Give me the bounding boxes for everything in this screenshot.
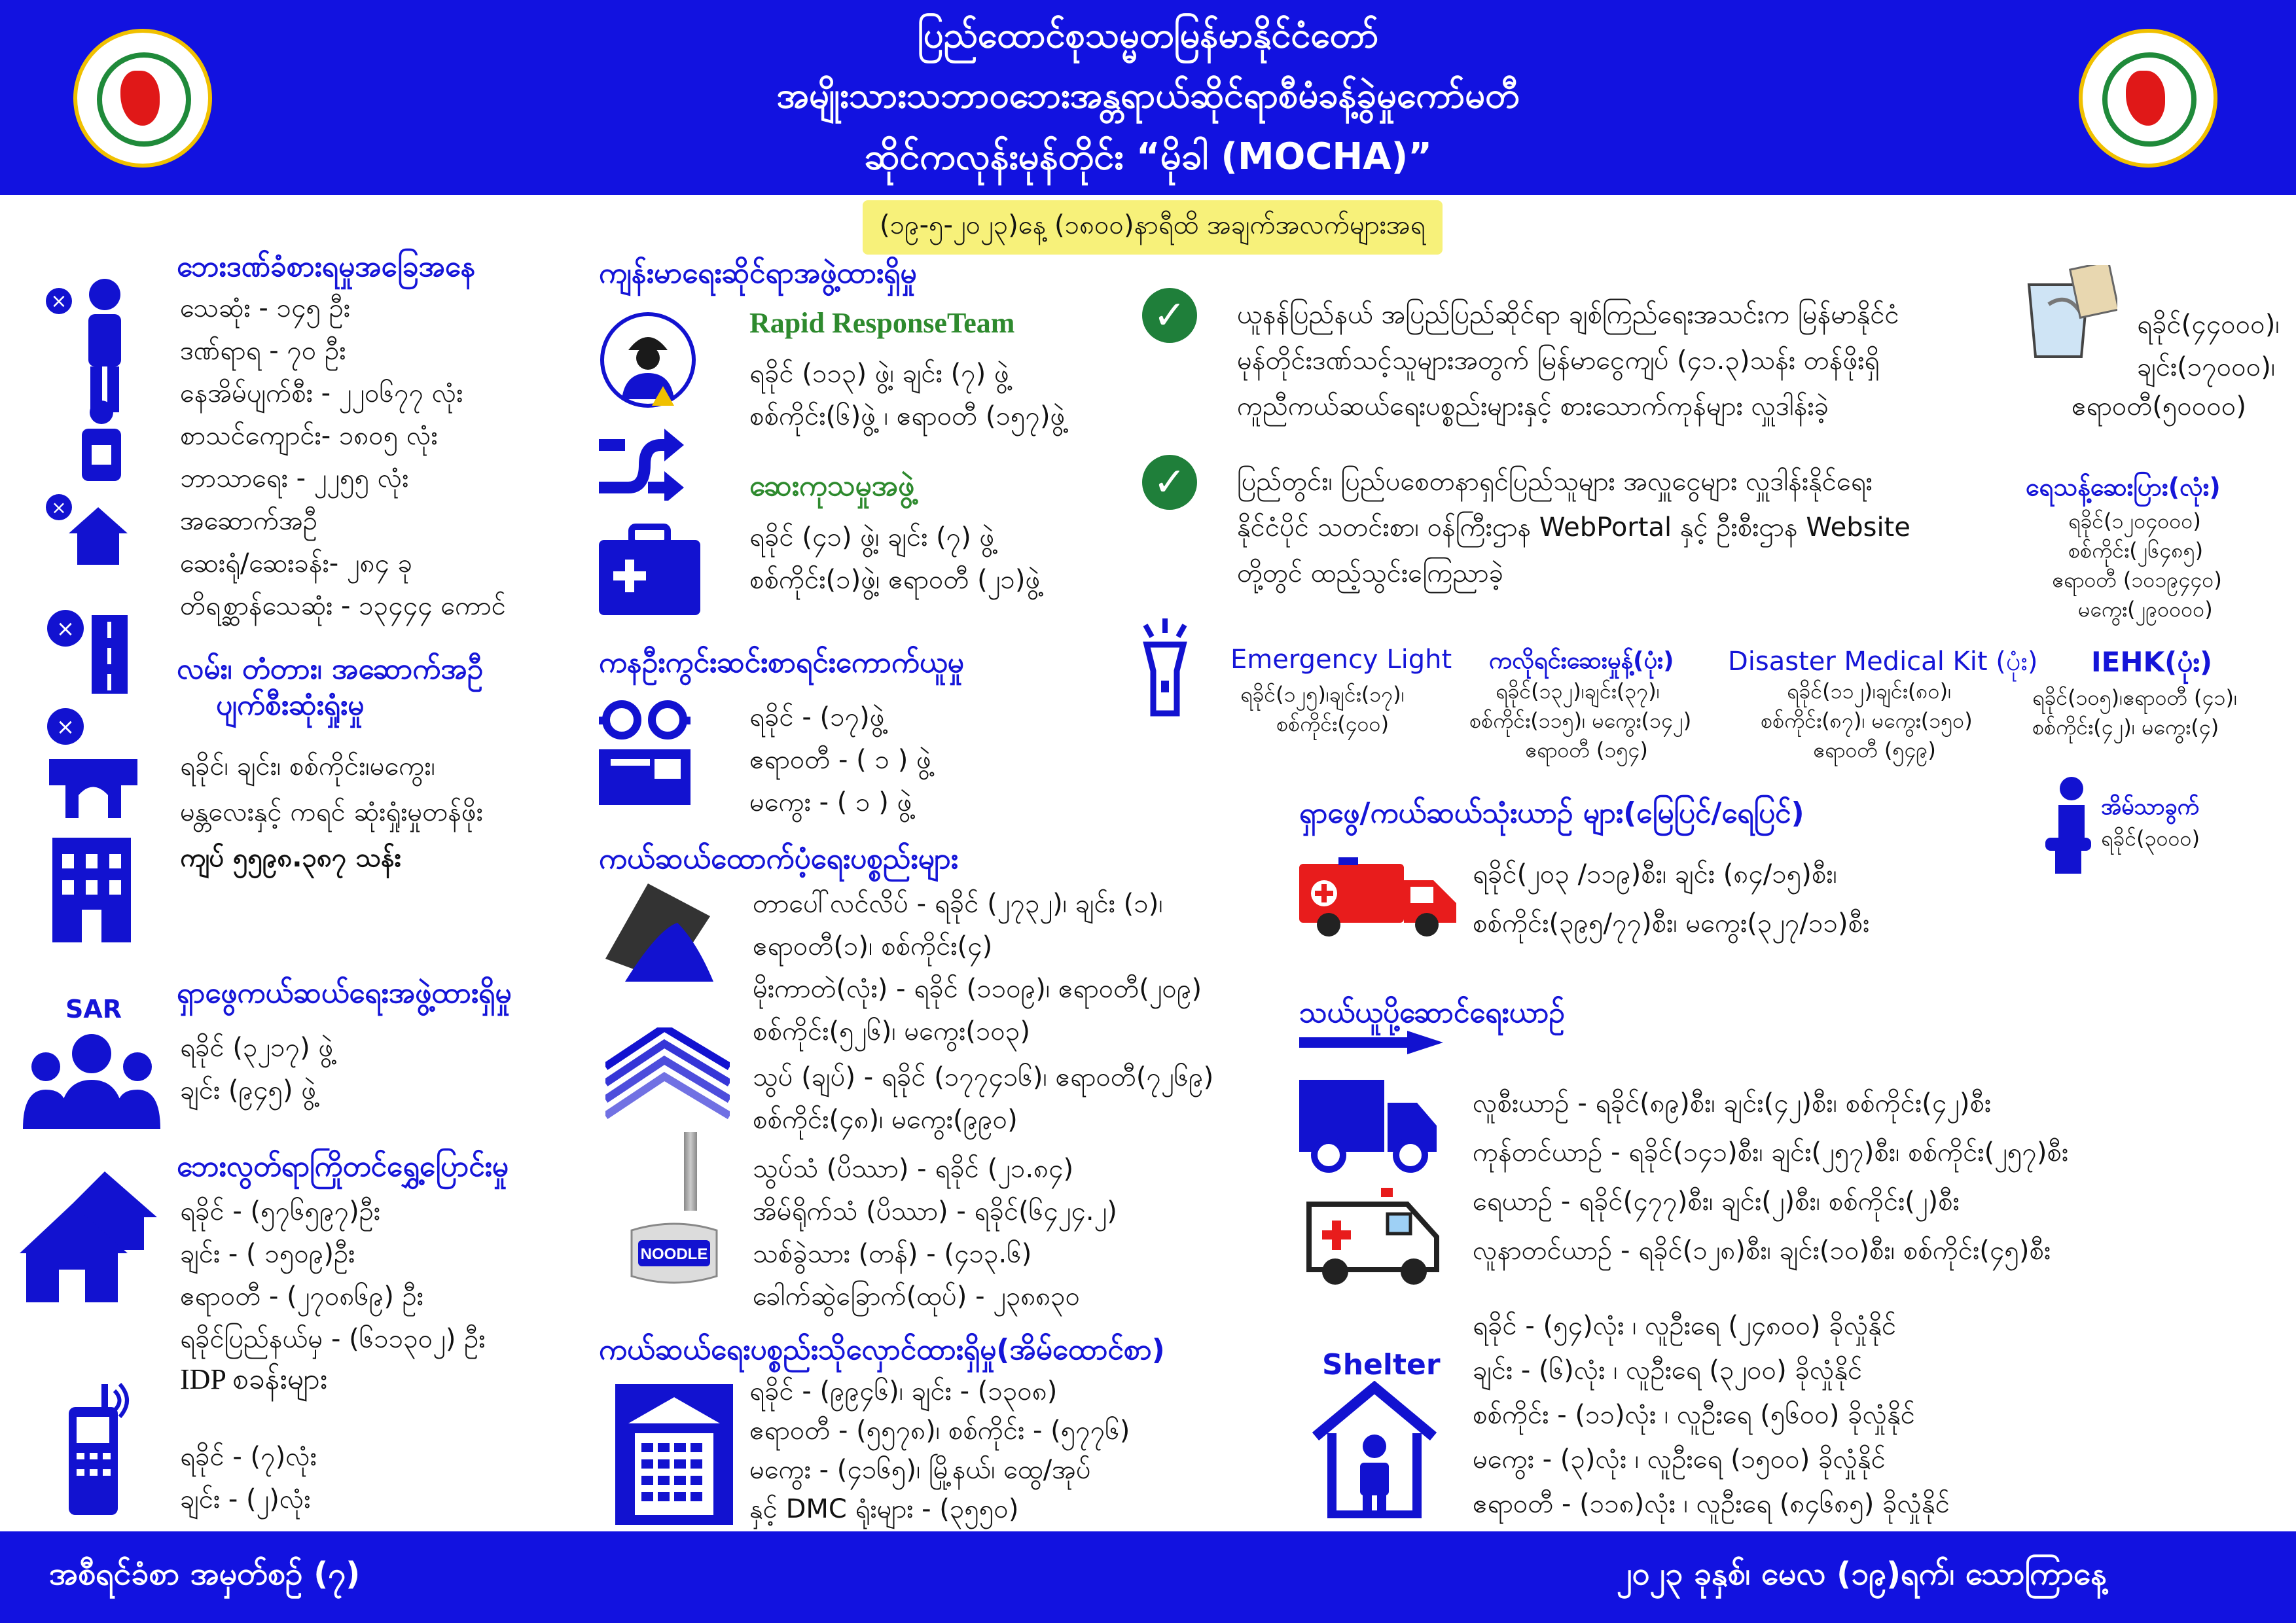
chlorine-line: စစ်ကိုင်း(၁၁၅)၊ မကွေး(၁၄၂): [1469, 708, 1692, 733]
warehouse-icon: [615, 1384, 733, 1525]
relief-heading: ကယ်ဆယ်ထောက်ပံ့ရေးပစ္စည်းများ: [599, 842, 958, 876]
chlorine-title: ကလိုရင်းဆေးမှုန့်(ပုံး): [1489, 647, 1674, 674]
ambulance-red-icon: [1299, 854, 1456, 939]
info-line: ယူနန်ပြည်နယ် အပြည်ပြည်ဆိုင်ရာ ချစ်ကြည်ရေးအသင်းက မြန်မာနိုင်ငံ: [1237, 300, 1899, 330]
evacuation-row: ဧရာဝတီ - (၂၇၀၈၆၉) ဦး: [180, 1281, 423, 1311]
relief-row: သွပ်သံ (ပိဿာ) - ရခိုင် (၂၁.၈၄): [753, 1154, 1074, 1184]
relief-row: စစ်ကိုင်း(၄၈)၊ မကွေး(၉၉၀): [753, 1105, 1018, 1135]
shelter-row: ရခိုင် - (၅၄)လုံး ၊ လူဦးရေ (၂၄၈၀၀) ခိုလှုံနိုင်: [1473, 1311, 1897, 1341]
svg-text:×: ×: [50, 290, 67, 313]
svg-text:×: ×: [56, 714, 75, 740]
info-line: မုန်တိုင်းဒဏ်သင့်သူများအတွက် မြန်မာငွေကျပ် (၄၁.၃)သန်း တန်ဖိုးရှိ: [1237, 346, 1880, 376]
damage-row: အဆောက်အဦ: [180, 506, 318, 536]
rescue-vehicles-line: ရခိုင်(၂၀၃ /၁၁၉)စီး၊ ချင်း (၈၄/၁၅)စီး၊: [1473, 859, 1837, 889]
responder-icon: [599, 311, 697, 409]
rrt-line: ရခိုင် (၁၁၃) ဖွဲ့၊ ချင်း (၇) ဖွဲ့: [749, 359, 1009, 389]
check-icon: ✓: [1142, 288, 1197, 343]
transport-row: ရေယာဉ် - ရခိုင်(၄၇၇)စီး၊ ချင်း(၂)စီး၊ စစ်ကိုင်း(၂)စီး: [1473, 1186, 1960, 1217]
relief-row: သွပ် (ချပ်) - ရခိုင် (၁၇၇၄၁၆)၊ ဧရာဝတီ(၇၂၆၉): [753, 1062, 1214, 1092]
medical-team-heading: ဆေးကုသမှုအဖွဲ့: [749, 469, 915, 503]
info-line: တို့တွင် ထည့်သွင်းကြေညာခဲ့: [1237, 558, 1504, 588]
ors-line: ရခိုင်(၄၄၀၀၀)၊: [2137, 310, 2280, 340]
shelter-label: Shelter: [1322, 1348, 1441, 1382]
phone-icon: [62, 1381, 134, 1518]
damage-row: တိရစ္ဆာန်သေဆုံး - ၁၃၄၄၄ ကောင်: [180, 591, 506, 621]
shelter-icon: [1309, 1381, 1440, 1518]
info-line: ပြည်တွင်း၊ ပြည်ပစေတနာရှင်ပြည်သူများ အလှူငွေများ လှူဒါန်းနိုင်ရေး: [1237, 467, 1873, 497]
water-purify-line: ရခိုင်(၁၂၀၄၀၀၀): [2068, 508, 2201, 533]
info-line: နိုင်ငံပိုင် သတင်းစာ၊ ဝန်ကြီးဌာန WebPortal နှင့် ဦးစီးဌာန Website: [1237, 512, 1910, 543]
water-purify-line: စစ်ကိုင်း(၂၆၄၈၅): [2068, 538, 2204, 563]
injured-icon: [65, 399, 131, 484]
iehk-line: စစ်ကိုင်း(၄၂)၊ မကွေး(၄): [2032, 715, 2219, 740]
shelter-row: ဧရာဝတီ - (၁၁၈)လုံး ၊ လူဦးရေ (၈၄၆၈၅) ခိုလှုံနိုင်: [1473, 1489, 1950, 1519]
damage-row: ဆေးရုံ/ဆေးခန်း- ၂၈၄ ခု: [180, 548, 413, 579]
noodle-icon: [625, 1217, 723, 1289]
relief-row: အိမ်ရိုက်သံ (ပိဿာ) - ရခိုင်(၆၄၂၄.၂): [753, 1196, 1117, 1226]
warehouse-row: နှင့် DMC ရုံးများ - (၃၅၅၀): [749, 1494, 1019, 1524]
survey-row: ဧရာဝတီ - ( ၁ ) ဖွဲ့: [749, 745, 931, 775]
tent-icon: [599, 883, 723, 988]
med-line: စစ်ကိုင်း(၁)ဖွဲ့၊ ဧရာဝတီ (၂၁)ဖွဲ့: [749, 565, 1041, 595]
damage-row: ဒဏ်ရာရ - ၇၀ ဦး: [180, 336, 346, 366]
evacuation-heading: ဘေးလွတ်ရာကြိုတင်ရွှေ့ပြောင်းမှု: [177, 1150, 509, 1183]
emergency-light-line: စစ်ကိုင်း(၄၀၀): [1276, 711, 1390, 736]
check-icon: ✓: [1142, 455, 1197, 510]
sar-line: ရခိုင် (၃၂၁၇) ဖွဲ့: [180, 1033, 334, 1063]
casualty-icon: [46, 275, 131, 419]
sar-line: ချင်း (၉၄၅) ဖွဲ့: [180, 1075, 317, 1105]
ambulance-icon: [1302, 1188, 1446, 1289]
toilet-heading: အိမ်သာခွက်: [2101, 794, 2199, 820]
med-line: ရခိုင် (၄၁) ဖွဲ့၊ ချင်း (၇) ဖွဲ့: [749, 522, 995, 552]
transport-row: ကုန်တင်ယာဉ် - ရခိုင်(၁၄၁)စီး၊ ချင်း(၂၅၇)စီး၊ စစ်ကိုင်း(၂၅၇)စီး: [1473, 1137, 2069, 1168]
chlorine-line: ဧရာဝတီ (၁၅၄): [1525, 738, 1648, 762]
toilet-icon: [2039, 776, 2098, 874]
rescue-team-icon: [20, 1031, 164, 1129]
rrt-line: စစ်ကိုင်း(၆)ဖွဲ့ ၊ ဧရာဝတီ (၁၅၇)ဖွဲ့: [749, 401, 1066, 431]
info-line: ကူညီကယ်ဆယ်ရေးပစ္စည်းများနှင့် စားသောက်ကုန်များ လှူဒါန်းခဲ့: [1237, 391, 1829, 421]
survey-row: မကွေး - ( ၁ ) ဖွဲ့: [749, 787, 912, 817]
emergency-light-title: Emergency Light: [1230, 645, 1452, 675]
warehouse-heading: ကယ်ဆယ်ရေးပစ္စည်းသိုလှောင်ထားရှိမှု(အိမ်ထောင်စာ): [599, 1333, 1165, 1366]
rrt-label: Rapid ResponseTeam: [749, 307, 1015, 339]
warehouse-row: ရခိုင် - (၉၉၄၆)၊ ချင်း - (၁၃၀၈): [749, 1376, 1058, 1406]
idp-row: ချင်း - (၂)လုံး: [180, 1484, 311, 1514]
nail-icon: [684, 1132, 697, 1211]
left-emblem-icon: [73, 29, 212, 168]
damage-row: သေဆုံး - ၁၄၅ ဦး: [180, 293, 351, 323]
chlorine-line: ရခိုင်(၁၃၂)၊ချင်း(၃၇)၊: [1496, 679, 1660, 704]
report-date: ၂၀၂၃ ခုနှစ်၊ မေလ (၁၉)ရက်၊ သောကြာနေ့: [1617, 1556, 2107, 1592]
transport-row: လူနာတင်ယာဉ် - ရခိုင်(၁၂၈)စီး၊ ချင်း(၁၀)စီး၊ စစ်ကိုင်း(၄၅)စီး: [1473, 1236, 2051, 1266]
title-line-1: ပြည်ထောင်စုသမ္မတမြန်မာနိုင်ငံတော်: [917, 14, 1379, 56]
transport-heading: သယ်ယူပို့ဆောင်ရေးယာဉ်: [1299, 996, 1565, 1029]
rescue-vehicles-line: စစ်ကိုင်း(၃၉၅/၇၇)စီး၊ မကွေး(၃၂၇/၁၁)စီး: [1473, 908, 1870, 938]
water-purify-line: ဧရာဝတီ (၁၀၁၉၄၄၀): [2052, 567, 2222, 592]
warehouse-row: ဧရာဝတီ - (၅၅၇၈)၊ စစ်ကိုင်း - (၅၇၇၆): [749, 1416, 1130, 1446]
truck-icon: [1299, 1031, 1443, 1201]
route-arrows-icon: [599, 429, 684, 501]
water-purify-line: မကွေး(၂၉၀၀၀၀): [2078, 597, 2213, 622]
medical-kit-line: ရခိုင်(၁၁၂)၊ချင်း(၈၀)၊: [1787, 679, 1952, 704]
relief-row: စစ်ကိုင်း(၅၂၆)၊ မကွေး(၁၀၃): [753, 1016, 1030, 1046]
shelter-row: စစ်ကိုင်း - (၁၁)လုံး ၊ လူဦးရေ (၅၆၀၀) ခိုလှုံနိုင်: [1473, 1400, 1915, 1430]
sar-heading: ရှာဖွေကယ်ဆယ်ရေးအဖွဲ့ထားရှိမှု: [177, 976, 512, 1010]
roads-line: မန္တလေးနှင့် ကရင် ဆုံးရှုံးမှုတန်ဖိုး: [180, 797, 483, 827]
medical-kit-line: စစ်ကိုင်း(၈၇)၊ မကွေး(၁၅၀): [1761, 708, 1973, 733]
infrastructure-icons: [46, 609, 137, 949]
relief-row: ဧရာဝတီ(၁)၊ စစ်ကိုင်း(၄): [753, 931, 993, 961]
evacuation-house-icon: [20, 1171, 157, 1302]
roofing-sheets-icon: [605, 1027, 730, 1126]
idp-row: ရခိုင် - (၇)လုံး: [180, 1442, 317, 1472]
relief-row: တာပေါ်လင်လိပ် - ရခိုင် (၂၇၃၂)၊ ချင်း (၁)၊: [753, 889, 1163, 919]
idp-heading: IDP စခန်းများ: [180, 1363, 328, 1395]
relief-row: မိုးကာတဲ(လုံး) - ရခိုင် (၁၁၀၉)၊ ဧရာဝတီ(၂၀၉): [753, 974, 1202, 1004]
transport-row: လူစီးယာဉ် - ရခိုင်(၈၉)စီး၊ ချင်း(၄၂)စီး၊ စစ်ကိုင်း(၄၂)စီး: [1473, 1088, 1992, 1118]
roads-heading-2: ပျက်စီးဆုံးရှုံးမှု: [216, 688, 365, 722]
roads-line: ရခိုင်၊ ချင်း၊ စစ်ကိုင်း၊မကွေး၊: [180, 751, 435, 781]
damage-row: ဘာသာရေး - ၂၂၅၅ လုံး: [180, 463, 409, 493]
evacuation-row: ရခိုင် - (၅၇၆၅၉၇)ဦး: [180, 1196, 381, 1226]
shelter-row: ချင်း - (၆)လုံး ၊ လူဦးရေ (၃၂၀၀) ခိုလှုံနိုင်: [1473, 1355, 1863, 1385]
shelter-row: မကွေး - (၃)လုံး ၊ လူဦးရေ (၁၅၀၀) ခိုလှုံနိုင်: [1473, 1444, 1886, 1474]
title-line-2: အမျိုးသားသဘာဝဘေးအန္တရာယ်ဆိုင်ရာစီမံခန့်ခွဲမှုကော်မတီ: [776, 75, 1520, 116]
svg-text:NOODLE: NOODLE: [640, 1245, 708, 1263]
iehk-line: ရခိုင်(၁၀၅)၊ဧရာဝတီ (၄၁)၊: [2032, 685, 2238, 710]
evacuation-row: ချင်း - ( ၁၅၀၉)ဦး: [180, 1239, 355, 1269]
svg-text:×: ×: [56, 616, 75, 642]
roads-heading-1: လမ်း၊ တံတား၊ အဆောက်အဦ: [177, 652, 484, 686]
sar-label: SAR: [65, 995, 122, 1024]
report-number: အစီရင်ခံစာ အမှတ်စဉ် (၇): [49, 1556, 361, 1592]
survey-icon: [599, 697, 691, 805]
health-team-heading: ကျန်းမာရေးဆိုင်ရာအဖွဲ့ထားရှိမှု: [599, 257, 917, 290]
roads-loss-value: ကျပ် ၅၅၉၈.၃၈၇ သန်း: [180, 843, 401, 873]
rescue-vehicles-heading: ရှာဖွေ/ကယ်ဆယ်သုံးယာဉ် များ(မြေပြင်/ရေပြင်): [1299, 796, 1804, 830]
relief-row: ခေါက်ဆွဲခြောက်(ထုပ်) - ၂၃၈၈၃၀: [753, 1281, 1081, 1311]
damage-row: နေအိမ်ပျက်စီး - ၂၂၀၆၇၇ လုံး: [180, 378, 463, 408]
damage-heading: ဘေးဒဏ်ခံစားရမှုအခြေအနေ: [177, 250, 476, 283]
house-damage-icon: [46, 494, 131, 566]
medical-kit-title: Disaster Medical Kit (ပုံး): [1728, 647, 2038, 677]
water-purify-heading: ရေသန့်ဆေးပြား(လုံး): [2026, 473, 2221, 501]
title-line-3: ဆိုင်ကလုန်းမုန်တိုင်း “မိုခါ (MOCHA)”: [863, 135, 1433, 178]
medical-kit-icon: [599, 524, 700, 615]
emergency-light-line: ရခိုင်(၁၂၅)၊ချင်း(၁၇)၊: [1240, 682, 1405, 707]
toilet-line: ရခိုင်(၃၀၀၀): [2101, 826, 2200, 851]
ors-line: ဧရာဝတီ(၅၀၀၀၀): [2072, 391, 2247, 421]
evacuation-row: ရခိုင်ပြည်နယ်မှ - (၆၁၁၃၀၂) ဦး: [180, 1324, 486, 1354]
relief-row: သစ်ခွဲသား (တန်) - (၄၁၃.၆): [753, 1239, 1032, 1269]
survey-heading: ကနဦးကွင်းဆင်းစာရင်းကောက်ယူမှု: [599, 646, 964, 679]
warehouse-row: မကွေး - (၄၁၆၅)၊ မြို့နယ်၊ ထွေ/အုပ်: [749, 1455, 1091, 1485]
ors-sachet-icon: [2022, 265, 2117, 360]
flashlight-icon: [1139, 618, 1191, 717]
damage-row: စာသင်ကျောင်း- ၁၈၀၅ လုံး: [180, 421, 438, 451]
medical-kit-line: ဧရာဝတီ (၅၄၉): [1813, 738, 1936, 762]
ors-line: ချင်း(၁၇၀၀၀)၊: [2137, 352, 2276, 382]
date-note: (၁၉-၅-၂၀၂၃)နေ့ (၁၈၀၀)နာရီထိ အချက်အလက်များအရ: [863, 200, 1443, 255]
iehk-title: IEHK(ပုံး): [2091, 646, 2213, 678]
svg-text:×: ×: [51, 497, 67, 518]
right-emblem-icon: [2079, 29, 2217, 168]
survey-row: ရခိုင် - (၁၇)ဖွဲ့: [749, 702, 885, 732]
